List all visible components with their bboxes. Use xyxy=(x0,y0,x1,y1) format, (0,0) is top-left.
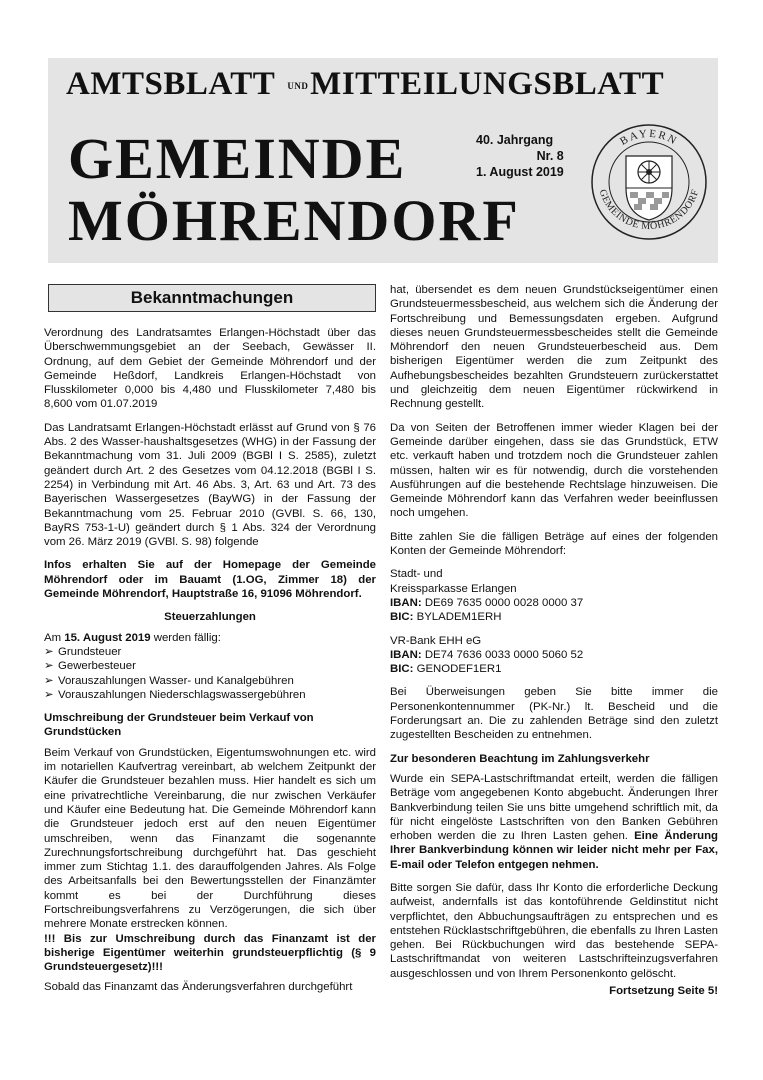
tax-list-item: ➢ Grundsteuer xyxy=(44,645,122,658)
arrow-bullet-icon: ➢ xyxy=(44,674,54,687)
arrow-bullet-icon: ➢ xyxy=(44,645,54,658)
umschreibung-body: Beim Verkauf von Grundstücken, Eigentumswohnungen etc. wird im notariellen Kaufvertrag vereinbart, ab welchem Zeitpunkt der Käufer die Grundsteuer bezahlen muss. Hier handelt es sich um eine privatrechtliche Vereinbarung, die nur zwischen Verkäufer und Käufer eine Bedeutung hat. Die Gemeinde Möhrendorf kann die Grundsteuer jedoch erst auf den neuen Eigentümer umschreiben, wenn das Finanzamt die sogenannte Zurechnungsfortschreibung durchgeführt hat. Das geschieht immer zum Stichtag 1.1. des darauffolgenden Jahres. Als Folge des Arbeitsanfalls bei den Bewertungsstellen der Finanzämter kommt es bei der Durchführung dieses Fortschreibungsverfahrens zu Verzögerungen, die sich über mehrere Monate erstrecken können. xyxy=(44,746,376,931)
issue-info xyxy=(476,132,564,180)
tax-list-item: ➢ Gewerbesteuer xyxy=(44,660,136,673)
und-label: UND xyxy=(287,80,309,91)
title-moehrendorf: MÖHRENDORF xyxy=(68,188,520,253)
svg-text:BAYERN xyxy=(618,128,680,148)
issue-date: 1. August 2019 xyxy=(476,165,564,179)
jahrgang: 40. Jahrgang xyxy=(476,133,554,147)
bank-account-1: Stadt- und Kreissparkasse Erlangen IBAN: DE69 7635 0000 0028 0000 37 BIC: BYLADEM1ERH xyxy=(390,568,584,624)
right-column xyxy=(390,283,718,998)
deckung-text: Bitte sorgen Sie dafür, dass Ihr Konto die erforderliche Deckung aufweist, andernfalls ist das kontoführende Geldinstitut nicht verpflichtet, den Abbuchungsaufträgen zu entsprechen und es entstehen Rücklastschriftgebühren, die ebenfalls zu Ihren Lasten gehen. Bei Rückbuchungen wird das bestehende SEPA-Lastschriftmandat von weiteren Lastschrifteinzugsverfahren ausgeschlossen und von Ihrem Personenkonto gelöscht. xyxy=(390,881,718,980)
umschreibung-heading: Umschreibung der Grundsteuer beim Verkauf von Grundstücken xyxy=(44,712,314,739)
seal-top-text: BAYERN xyxy=(618,127,680,148)
bank-account-2: VR-Bank EHH eG IBAN: DE74 7636 0033 0000 5060 52 BIC: GENODEF1ER1 xyxy=(390,634,584,676)
tax-list xyxy=(44,645,376,702)
konten-intro: Bitte zahlen Sie die fälligen Beträge auf eines der folgenden Konten der Gemeinde Möhrendorf: xyxy=(390,530,718,558)
steuerzahlungen-heading: Steuerzahlungen xyxy=(164,611,256,624)
arrow-bullet-icon: ➢ xyxy=(44,688,54,701)
arrow-bullet-icon: ➢ xyxy=(44,660,54,673)
municipal-seal-icon xyxy=(590,118,708,246)
left-column xyxy=(44,326,376,1004)
ordinance-body: Das Landratsamt Erlangen-Höchstadt erlässt auf Grund von § 76 Abs. 2 des Wasser-haushaltsgesetzes (WHG) in der Fassung der Bekanntmachung vom 31. Juli 2009 (BGBl I S. 2585), zuletzt geändert durch Art. 2 des Gesetzes vom 04.12.2018 (BGBl I S. 2254) in Verbindung mit Art. 46 Abs. 3, Art. 63 und Art. 73 des Bayerischen Wassergesetzes (BayWG) in der Fassung der Bekanntmachung vom 25. Februar 2010 (GVBl. S. 66, 130, BayRS 753-1-U) geändert durch § 1 Abs. 324 der Verordnung vom 26. März 2019 (GVBl. S. 98) folgende xyxy=(44,421,376,549)
issue-number: Nr. 8 xyxy=(536,149,564,163)
fortsetzung-note: Fortsetzung Seite 5! xyxy=(609,985,718,998)
tax-list-item: ➢ Vorauszahlungen Wasser- und Kanalgebühren xyxy=(44,674,294,687)
tax-list-item: ➢ Vorauszahlungen Niederschlagswassergebühren xyxy=(44,688,306,701)
sepa-text: Wurde ein SEPA-Lastschriftmandat erteilt, werden die fälligen Beträge vom angegebenen Konto abgebucht. Änderungen Ihrer Bankverbindung teilen Sie uns bitte umgehend schriftlich mit, da für nicht eingelöste Lastschriften von den Banken Gebühren erhoben werden die zu Ihren Lasten gehen. Eine Änderung Ihrer Bankverbindung können wir leider nicht mehr per Fax, E-mail oder Telefon entgegen nehmen. xyxy=(390,772,718,871)
zahlungsverkehr-heading: Zur besonderen Beachtung im Zahlungsverkehr xyxy=(390,752,650,765)
masthead-headline xyxy=(66,66,706,103)
info-homepage: Infos erhalten Sie auf der Homepage der Gemeinde Möhrendorf oder im Bauamt (1.OG, Zimmer 18) der Gemeinde Möhrendorf, Hauptstraße 16, 91096 Möhrendorf. xyxy=(44,559,376,601)
grundsteuer-bescheid-text: hat, übersendet es dem neuen Grundstückseigentümer einen Grundsteuermessbescheid, aus welchem sich die Änderung der Fortschreibung und Bemessungsdaten ergeben. Aufgrund dieses neuen Grundsteuermessbescheides stellt die Gemeinde Möhrendorf den neuen Grundsteuerbescheid aus. Dem bisherigen Eigentümer werden die zum Zeitpunkt des Aufhebungsbescheides bezahlten Grundsteuern zurückerstattet und gleichzeitig dem neuen Eigentümer rückwirkend in Rechnung gestellt. xyxy=(390,284,718,411)
seal-bottom-text: GEMEINDE MÖHRENDORF xyxy=(596,188,702,233)
steuer-due-text: Am 15. August 2019 werden fällig: xyxy=(44,631,221,644)
klagen-text: Da von Seiten der Betroffenen immer wieder Klagen bei der Gemeinde darüber eingehen, dass sie das Grundstück, ETW etc. verkauft haben und trotzdem noch die Grundsteuer zahlen müssen, halten wir es für notwendig, durch die vorstehenden Ausführungen auf die bestehende Rechtslage hinzuweisen. Die Gemeinde Möhrendorf kann das Verfahren weder beeinflussen noch umgehen. xyxy=(390,421,718,520)
umschreibung-continue: Sobald das Finanzamt das Änderungsverfahren durchgeführt xyxy=(44,981,353,994)
ueberweisung-hinweis: Bei Überweisungen geben Sie bitte immer die Personenkontennummer (PK-Nr.) lt. Bescheid und die Forderungsart an. Die zu zahlenden Beträge sind den zuletzt zugestellten Bescheiden zu entnehmen. xyxy=(390,686,718,742)
section-title-bekanntmachungen: Bekanntmachungen xyxy=(48,284,376,312)
amtsblatt-label: AMTSBLATT xyxy=(66,66,275,102)
umschreibung-warning: !!! Bis zur Umschreibung durch das Finanzamt ist der bisherige Eigentümer weiterhin grundsteuerpflichtig (§ 9 Grundsteuergesetz)!!! xyxy=(44,932,376,974)
title-gemeinde: GEMEINDE xyxy=(68,126,407,191)
mitteilungsblatt-label: MITTEILUNGSBLATT xyxy=(310,66,665,102)
ordinance-intro: Verordnung des Landratsamtes Erlangen-Höchstadt über das Überschwemmungsgebiet an der Seebach, Gewässer II. Ordnung, auf dem Gebiet der Gemeinde Möhrendorf und der Gemeinde Heßdorf, Landkreis Erlangen-Höchstadt von Flusskilometer 0,000 bis 4,480 und Flusskilometer 7,480 bis 8,600 vom 01.07.2019 xyxy=(44,327,376,411)
